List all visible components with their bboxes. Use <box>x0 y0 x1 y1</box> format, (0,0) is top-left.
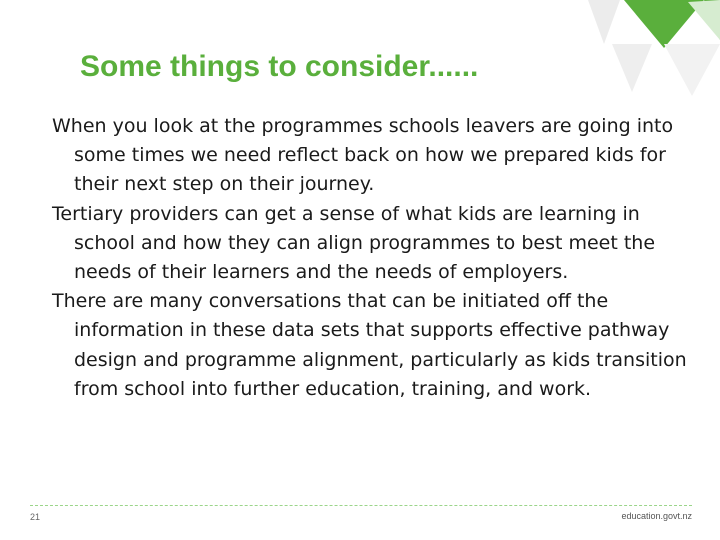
footer-site: education.govt.nz <box>621 511 692 521</box>
gray-triangle-right <box>664 44 720 96</box>
green-triangle-large <box>624 0 704 48</box>
gray-triangle-bottom <box>612 44 652 92</box>
paragraph-3: There are many conversations that can be initiated off the information in these data sets that supports effective pathway design and programme alignment, particularly as kids transition from school into further education, training, and work. <box>52 290 687 400</box>
footer-divider <box>30 505 692 506</box>
body-text <box>52 112 700 404</box>
paragraph-2: Tertiary providers can get a sense of what kids are learning in school and how they can align programmes to best meet the needs of their learners and the needs of employers. <box>52 202 656 284</box>
paragraph-1: When you look at the programmes schools leavers are going into some times we need reflect back on how we prepared kids for their next step on their journey. <box>52 115 674 196</box>
gray-triangle-top <box>588 0 620 44</box>
page-number: 21 <box>30 512 41 522</box>
light-green-triangle <box>688 0 720 40</box>
slide-title: Some things to consider...... <box>80 50 479 83</box>
